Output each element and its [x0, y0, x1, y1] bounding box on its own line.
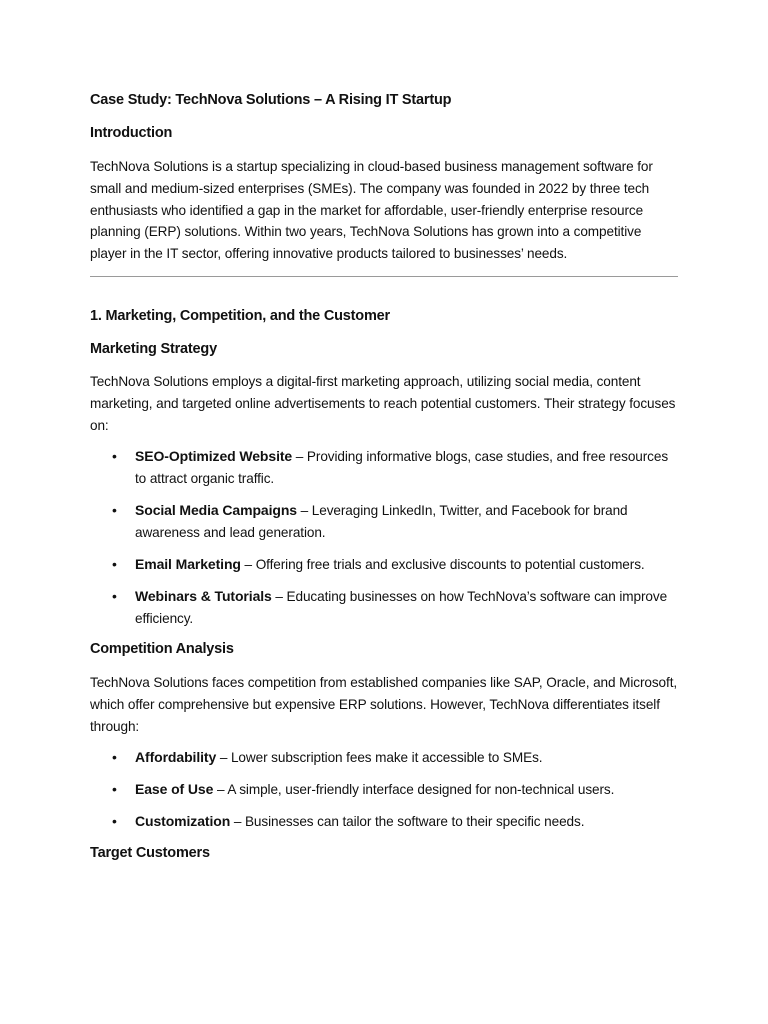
- list-item: [90, 446, 680, 490]
- list-item: [90, 779, 680, 801]
- bullet-term: Webinars & Tutorials: [135, 588, 272, 604]
- bullet-term: Email Marketing: [135, 556, 241, 572]
- list-item: [90, 811, 680, 833]
- bullet-icon: •: [112, 749, 117, 765]
- bullet-text: – Providing informative blogs, case studies, and free resources to attract organic traffic.: [135, 449, 669, 486]
- bullet-text: – A simple, user-friendly interface designed for non-technical users.: [213, 782, 615, 797]
- bullet-term: Customization: [135, 813, 231, 829]
- bullet-icon: •: [112, 588, 117, 604]
- bullet-text: – Businesses can tailor the software to their specific needs.: [230, 814, 585, 829]
- list-item: [90, 747, 680, 769]
- bullet-text: – Educating businesses on how TechNova’s software can improve efficiency.: [135, 589, 668, 626]
- competition-analysis-paragraph: TechNova Solutions faces competition from established companies like SAP, Oracle, and Microsoft, which offer comprehensive but expensive ERP solutions. However, TechNova differentiates itself through:: [90, 675, 678, 734]
- bullet-term: Ease of Use: [135, 781, 214, 797]
- bullet-term: Social Media Campaigns: [135, 502, 297, 518]
- bullet-term: SEO-Optimized Website: [135, 448, 293, 464]
- list-item: [90, 586, 680, 630]
- introduction-heading: Introduction: [90, 125, 173, 141]
- bullet-term: Affordability: [135, 749, 217, 765]
- bullet-text: – Offering free trials and exclusive discounts to potential customers.: [240, 557, 645, 572]
- list-item: [90, 554, 680, 576]
- competition-analysis-heading: Competition Analysis: [90, 641, 234, 657]
- document-title: Case Study: TechNova Solutions – A Rising IT Startup: [90, 92, 452, 108]
- bullet-icon: •: [112, 813, 117, 829]
- bullet-text: – Leveraging LinkedIn, Twitter, and Facebook for brand awareness and lead generation.: [135, 503, 628, 540]
- bullet-icon: •: [112, 502, 117, 518]
- marketing-strategy-heading: Marketing Strategy: [90, 341, 217, 357]
- introduction-paragraph: TechNova Solutions is a startup specializing in cloud-based business management software for small and medium-sized enterprises (SMEs). The company was founded in 2022 by three tech enthusiasts who identified a gap in the market for affordable, user-friendly enterprise resource planning (ERP) solutions. Within two years, TechNova Solutions has grown into a competitive player in the IT sector, offering innovative products tailored to businesses’ needs.: [90, 159, 653, 262]
- bullet-icon: •: [112, 448, 117, 464]
- section-1-heading: 1. Marketing, Competition, and the Customer: [90, 308, 390, 324]
- bullet-icon: •: [112, 781, 117, 797]
- bullet-icon: •: [112, 556, 117, 572]
- list-item: [90, 500, 680, 544]
- marketing-strategy-paragraph: TechNova Solutions employs a digital-first marketing approach, utilizing social media, content marketing, and targeted online advertisements to reach potential customers. Their strategy focuses on:: [90, 374, 676, 433]
- bullet-text: – Lower subscription fees make it accessible to SMEs.: [216, 750, 543, 765]
- target-customers-heading: Target Customers: [90, 845, 210, 861]
- horizontal-rule: [90, 276, 678, 277]
